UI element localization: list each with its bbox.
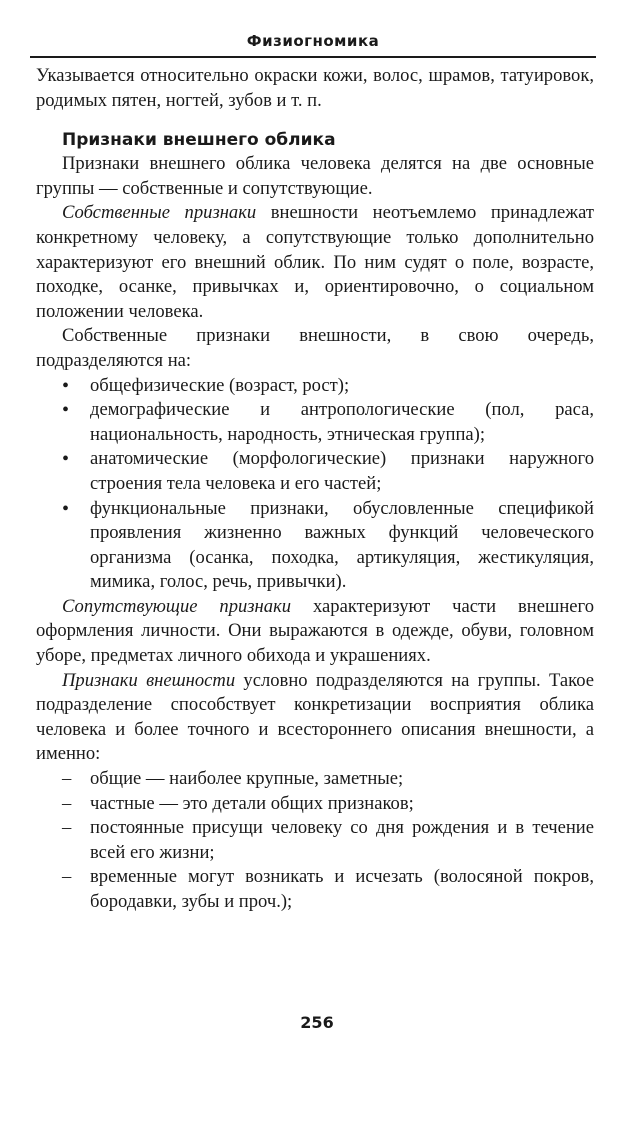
bullet-item: • функциональные признаки, обусловленные спецификой проявления жизненно важных функций человеческого организма (осанка, походка, артикуляция, жестикуляция, мимика, голос, речь, привычки). <box>36 497 594 595</box>
dash-item: – временные могут возникать и исчезать (волосяной покров, бородавки, зубы и проч.); <box>36 865 594 914</box>
page-number: 256 <box>300 1013 334 1032</box>
paragraph-5-text: условно подразделяются на группы. Такое подразделение способствует конкретизации восприятия облика человека и более точного и всестороннего описания внешности, а именно: <box>36 669 594 765</box>
bullet-item: • демографические и антропологические (пол, раса, национальность, народность, этническая группа); <box>36 398 594 447</box>
header-rule <box>30 56 596 58</box>
running-title: Физиогномика <box>246 32 380 50</box>
bullet-item: • анатомические (морфологические) признаки наружного строения тела человека и его частей; <box>36 447 594 496</box>
dash-item: – общие — наиболее крупные, заметные; <box>36 767 594 792</box>
paragraph-5 <box>36 669 594 767</box>
paragraph-2-term: Собственные признаки <box>62 202 257 224</box>
dash-list <box>36 767 594 915</box>
paragraph-5-term: Признаки внешности <box>62 669 236 691</box>
intro-paragraph: Указывается относительно окраски кожи, волос, шрамов, татуировок, родимых пятен, ногтей, зубов и т. п. <box>36 65 594 111</box>
dash-item: – постоянные присущи человеку со дня рождения и в течение всей его жизни; <box>36 816 594 865</box>
paragraph-4 <box>36 595 594 669</box>
bullet-item: • общефизические (возраст, рост); <box>36 374 594 399</box>
paragraph-2 <box>36 201 594 324</box>
dash-item: – частные — это детали общих признаков; <box>36 792 594 817</box>
paragraph-4-text: характеризуют части внешнего оформления личности. Они выражаются в одежде, обуви, головном уборе, предметах личного обихода и украшениях. <box>36 595 594 667</box>
paragraph-4-term: Сопутствующие признаки <box>62 595 292 617</box>
paragraph-3: Собственные признаки внешности, в свою очередь, подразделяются на: <box>36 325 594 371</box>
page-content <box>36 64 594 915</box>
paragraph-1: Признаки внешнего облика человека делятся на две основные группы — собственные и сопутствующие. <box>36 153 594 199</box>
section-heading: Признаки внешнего облика <box>62 130 336 151</box>
paragraph-2-text: внешности неотъемлемо принадлежат конкретному человеку, а сопутствующие только дополнительно характеризуют его внешний облик. По ним судят о поле, возрасте, походке, осанке, привычках и, ориентировочно, о социальном положении человека. <box>36 202 594 322</box>
bullet-list <box>36 374 594 595</box>
